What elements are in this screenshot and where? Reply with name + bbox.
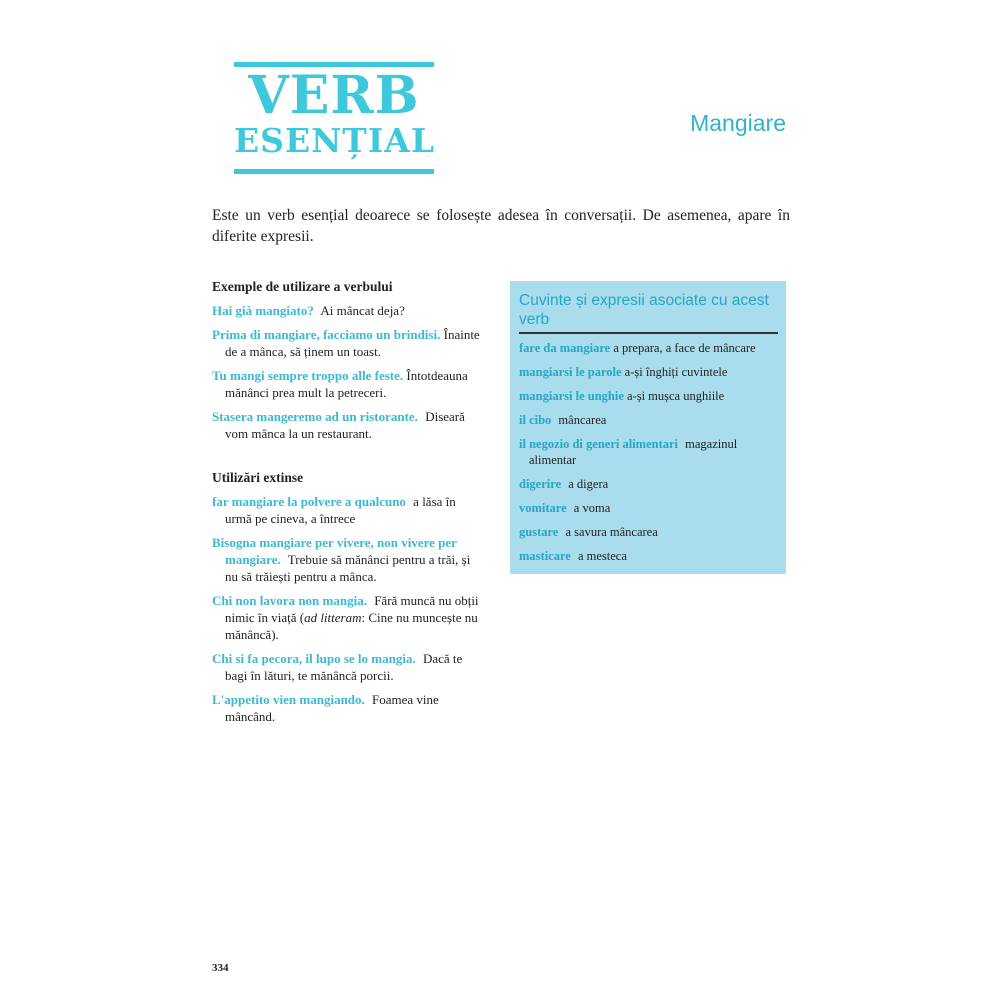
italian-phrase: vomitare [519,501,567,515]
examples-heading: Exemple de utilizare a verbului [212,279,393,294]
related-words-box [510,281,786,574]
romanian-translation: a-și înghiți cuvintele [624,365,728,379]
romanian-translation: a digera [568,477,609,491]
example-entry [212,367,484,401]
romanian-translation-italic: ad litteram [304,610,362,625]
italian-phrase: Stasera mangeremo ad un ristorante. [212,409,418,424]
italian-phrase: Bisogna mangiare per vivere, non vivere per mangiare. [212,535,457,567]
romanian-translation: a prepara, a face de mâncare [613,341,756,355]
romanian-translation: a lăsa în urmă pe cineva, a întrece [225,494,456,526]
romanian-translation: Diseară vom mânca la un restaurant. [225,409,465,441]
extended-entry [212,493,484,527]
romanian-translation: Dacă te bagi în lături, te mănâncă porcii. [225,651,463,683]
italian-phrase: far mangiare la polvere a qualcuno [212,494,406,509]
romanian-translation-start: Fără muncă nu obții nimic în viață ( [225,593,479,625]
italian-phrase: mangiarsi le parole [519,365,622,379]
italian-phrase: Chi si fa pecora, il lupo se lo mangia. [212,651,416,666]
example-entry [212,302,484,319]
romanian-translation: a-și mușca unghiile [627,389,725,403]
romanian-translation: a savura mâncarea [565,525,658,539]
italian-phrase: masticare [519,549,571,563]
italian-phrase: Chi non lavora non mangia. [212,593,367,608]
stamp-line-1: VERB [248,65,420,126]
romanian-translation: mâncarea [558,413,607,427]
related-entry [519,412,778,428]
related-entry [519,388,778,404]
example-entry [212,408,484,442]
romanian-translation: a mesteca [577,549,627,563]
related-entry [519,524,778,540]
romanian-translation: Înainte de a mânca, să ținem un toast. [225,327,480,359]
verb-esential-stamp [234,62,434,174]
italian-phrase: L'appetito vien mangiando. [212,692,365,707]
examples-section [212,279,484,449]
italian-phrase: Prima di mangiare, facciamo un brindisi. [212,327,441,342]
intro-paragraph: Este un verb esențial deoarece se folosește adesea în conversații. De asemenea, apare în diferite expresii. [212,207,790,245]
related-entry [519,476,778,492]
italian-phrase: fare da mangiare [519,341,611,355]
extended-entry [212,691,484,725]
related-entry [519,500,778,516]
romanian-translation: Foamea vine mâncând. [225,692,439,724]
romanian-translation: Întotdeauna mănânci prea mult la petreceri. [225,368,468,400]
verb-title: Mangiare [690,110,786,136]
romanian-translation: Ai mâncat deja? [320,303,405,318]
romanian-translation: Trebuie să mănânci pentru a trăi, și nu să trăiești pentru a mânca. [225,552,471,584]
related-entry [519,548,778,564]
romanian-translation-end: : Cine nu muncește nu mănâncă). [225,610,478,642]
related-entry [519,364,778,380]
romanian-translation: magazinul alimentar [529,437,738,467]
italian-phrase: il cibo [519,413,552,427]
related-entry [519,436,778,468]
romanian-translation: a voma [573,501,611,515]
extended-uses-heading: Utilizări extinse [212,470,304,485]
italian-phrase: il negozio di generi alimentari [519,437,679,451]
italian-phrase: digerire [519,477,562,491]
related-words-title: Cuvinte și expresii asociate cu acest verb [519,291,778,334]
extended-entry [212,592,484,643]
example-entry [212,326,484,360]
italian-phrase: gustare [519,525,559,539]
related-entry [519,340,778,356]
extended-uses-section [212,470,484,732]
page-number: 334 [212,962,229,974]
stamp-line-2: ESENȚIAL [234,121,436,160]
italian-phrase: Hai già mangiato? [212,303,314,318]
extended-entry [212,650,484,684]
italian-phrase: mangiarsi le unghie [519,389,624,403]
extended-entry [212,534,484,585]
italian-phrase: Tu mangi sempre troppo alle feste. [212,368,404,383]
